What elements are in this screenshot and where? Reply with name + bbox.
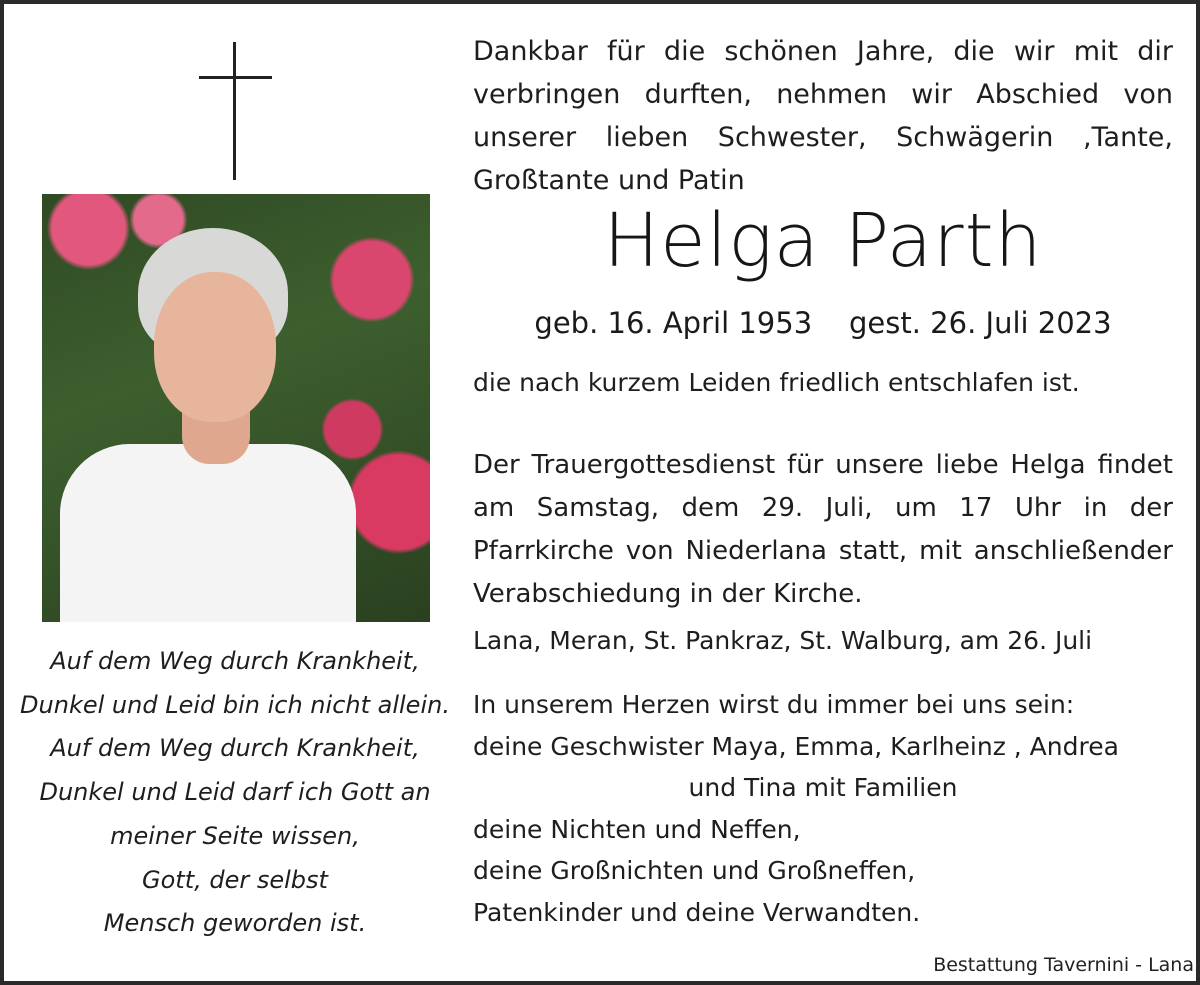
- poem-line: Dunkel und Leid darf ich Gott an: [39, 778, 431, 807]
- service-text: Der Trauergottesdienst für unsere liebe Helga findet am Samstag, dem 29. Juli, um 17 Uhr in der Pfarrkirche von Niederlana statt, mit anschließender Verabschiedung in der Kirche.: [473, 450, 1173, 609]
- undertaker-credit: Bestattung Tavernini - Lana: [933, 954, 1194, 976]
- place-date: Lana, Meran, St. Pankraz, St. Walburg, am 26. Juli: [473, 626, 1093, 655]
- poem-line: Gott, der selbst: [142, 865, 328, 894]
- poem: [14, 640, 456, 946]
- poem-line: Auf dem Weg durch Krankheit,: [50, 647, 420, 675]
- poem-line: meiner Seite wissen,: [110, 821, 360, 850]
- life-dates: geb. 16. April 1953 gest. 26. Juli 2023: [534, 306, 1112, 340]
- intro-text: Dankbar für die schönen Jahre, die wir mit dir verbringen durften, nehmen wir Abschied von unserer lieben Schwester, Schwägerin ,Tante, Großtante und Patin: [473, 36, 1173, 196]
- mourners-line: deine Großnichten und Großneffen,: [473, 856, 916, 885]
- mourners-list: [473, 684, 1173, 933]
- passed-text: die nach kurzem Leiden friedlich entschlafen ist.: [473, 368, 1080, 397]
- mourners-line: deine Geschwister Maya, Emma, Karlheinz , Andrea: [473, 731, 1119, 761]
- mourners-line: deine Nichten und Neffen,: [473, 814, 801, 844]
- poem-line: Auf dem Weg durch Krankheit,: [50, 734, 420, 763]
- deceased-name: Helga Parth: [603, 198, 1043, 284]
- portrait-photo: [42, 194, 430, 622]
- mourners-line: und Tina mit Familien: [688, 773, 958, 802]
- mourners-line: Patenkinder und deine Verwandten.: [473, 897, 921, 927]
- poem-line: Mensch geworden ist.: [103, 909, 367, 938]
- poem-line: Dunkel und Leid bin ich nicht allein.: [20, 690, 450, 719]
- mourners-line: In unserem Herzen wirst du immer bei uns sein:: [473, 690, 1075, 719]
